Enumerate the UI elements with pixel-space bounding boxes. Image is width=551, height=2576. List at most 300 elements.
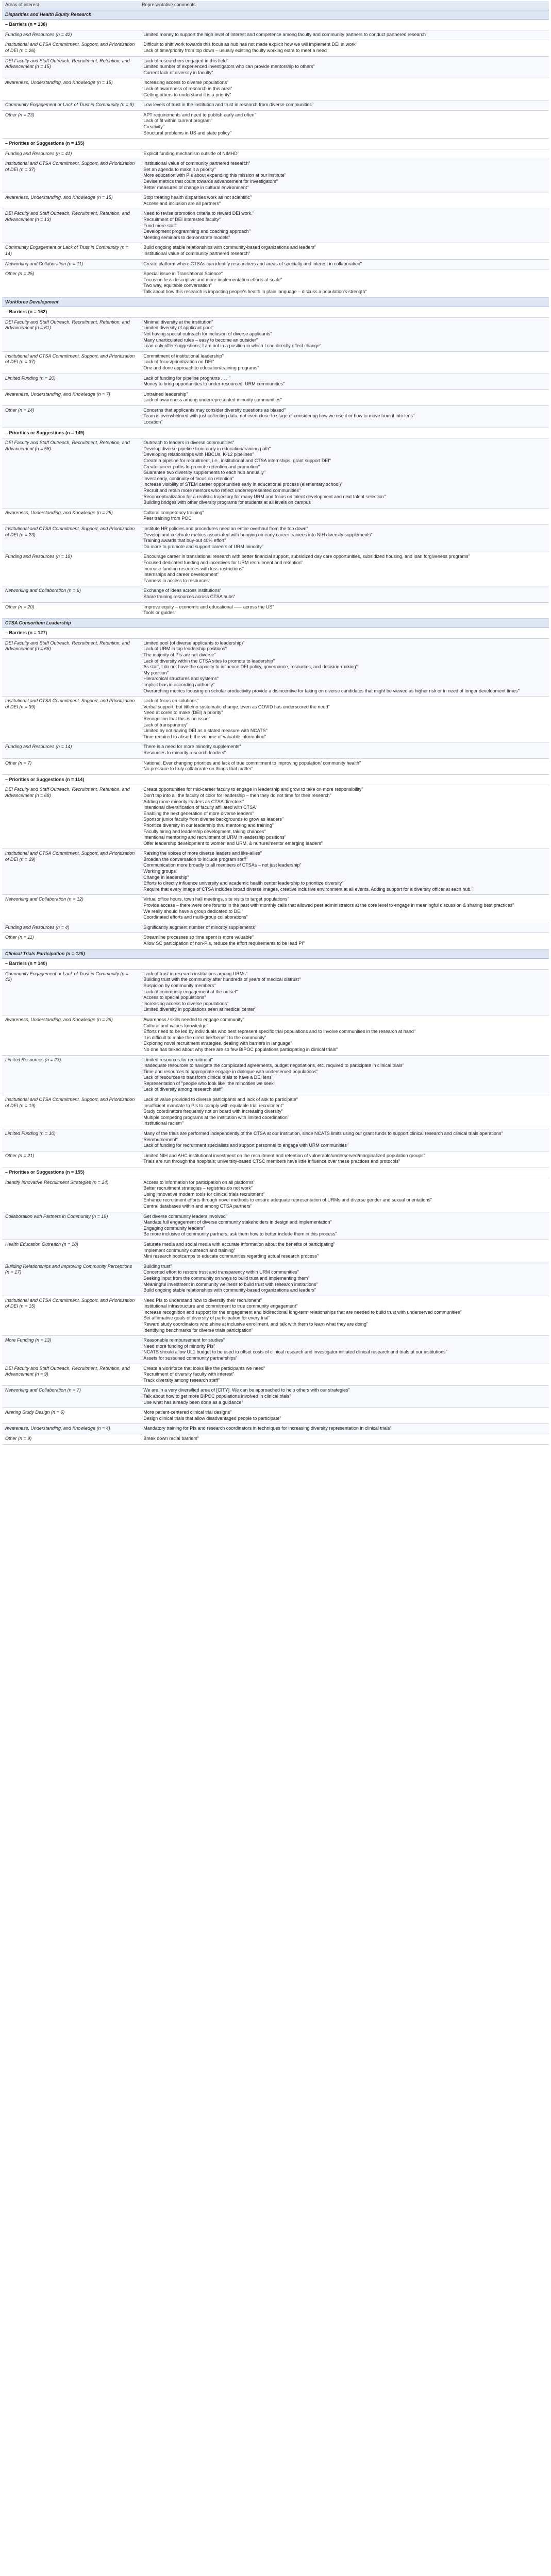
comment-text: "Trials are run through the hospitals; university-based CTSC members have little influence over these practices and protocols" xyxy=(142,1159,400,1164)
table-row xyxy=(2,1178,549,1212)
table-row xyxy=(2,697,549,742)
comment-text: "Offer leadership development to women and URM, & nurture/mentor emerging leaders" xyxy=(142,840,323,846)
comment-text: "Build ongoing stable relationships with community-based organizations and leaders" xyxy=(142,1287,316,1293)
table-row xyxy=(2,1424,549,1434)
theme-cell: Funding and Resources (n = 42) xyxy=(2,30,139,40)
comment-text: "Access to information for participation on all platforms" xyxy=(142,1179,255,1185)
comment-text: "Lack of value provided to diverse participants and lack of ask to participate" xyxy=(142,1097,298,1103)
theme-cell: Other (n = 25) xyxy=(2,269,139,297)
comment-text: "Enabling the next generation of more diverse leaders" xyxy=(142,810,254,816)
comment-text: "Create opportunities for mid-career faculty to engage in leadership and grow to take on more responsibility" xyxy=(142,787,363,792)
group-row xyxy=(2,959,549,970)
comment-text: "Share training resources across CTSA hubs" xyxy=(142,594,236,599)
comment-text: "Focus on less descriptive and more implementation efforts at scale" xyxy=(142,277,282,282)
comments-cell xyxy=(139,1386,549,1408)
theme-cell: Institutional and CTSA Commitment, Support, and Prioritization of DEI (n = 39) xyxy=(2,697,139,742)
comment-text: "Build ongoing stable relationships with community-based organizations and leaders" xyxy=(142,245,316,250)
comment-text: "Limited resources for recruitment" xyxy=(142,1057,213,1062)
group-row xyxy=(2,628,549,639)
comment-text: "Central databases within and among CTSA partners" xyxy=(142,1203,253,1209)
comments-cell xyxy=(139,110,549,138)
table-row xyxy=(2,933,549,949)
comment-text: "Lack of resources to transform clinical trials to have a DEI lens" xyxy=(142,1075,273,1080)
group-label: – Priorities or Suggestions (n = 149) xyxy=(2,428,549,438)
comment-text: "Lack of awareness of research in this area" xyxy=(142,86,232,91)
comments-cell xyxy=(139,374,549,389)
comment-text: "National. Ever changing priorities and lack of true commitment to improving population/ community health" xyxy=(142,760,361,766)
comment-text: "Developing relationships with HBCUs, K-12 pipelines" xyxy=(142,452,254,457)
comment-text: "Untrained leadership" xyxy=(142,391,188,397)
comments-cell xyxy=(139,438,549,509)
comment-text: "More patient-centered clinical trial designs" xyxy=(142,1410,232,1415)
comment-text: "Using innovative modern tools for clinical trials recruitment" xyxy=(142,1191,265,1197)
comment-text: "Many of the trials are performed independently of the CTSA at our institution, since NCATS limits using our grant funds to support clinical research and clinical trials operations" xyxy=(142,1131,503,1137)
comment-text: "Concerted effort to restore trust and transparency within URM communities" xyxy=(142,1269,299,1275)
group-label: – Priorities or Suggestions (n = 114) xyxy=(2,774,549,785)
comment-text: "Guarantee two diversity supplements to each hub annually" xyxy=(142,470,266,476)
group-row xyxy=(2,307,549,318)
comments-cell xyxy=(139,1240,549,1262)
comment-text: "Talk about how this research is impacting people's health in plain language – discuss a population's strength" xyxy=(142,289,367,294)
group-label: – Priorities or Suggestions (n = 155) xyxy=(2,1167,549,1178)
comments-cell xyxy=(139,586,549,602)
comment-text: "As staff, I do not have the capacity to influence DEI policy, governance, resources, and decision-making" xyxy=(142,664,358,670)
comments-cell xyxy=(139,317,549,351)
comment-text: "Institutional racism" xyxy=(142,1121,183,1126)
comments-cell xyxy=(139,78,549,100)
comment-text: "Outreach to leaders in diverse communities" xyxy=(142,440,235,446)
comment-text: "Use what has already been done as a guidance" xyxy=(142,1399,243,1405)
comments-cell xyxy=(139,1151,549,1167)
comment-text: "Efforts to directly influence university and academic health center leadership to prioritize diversity" xyxy=(142,880,344,886)
comment-text: "Track diversity among research staff" xyxy=(142,1377,220,1383)
table-row xyxy=(2,159,549,193)
comments-cell xyxy=(139,243,549,259)
header-row xyxy=(2,1,549,10)
comments-cell xyxy=(139,193,549,209)
table-row xyxy=(2,40,549,56)
comments-cell xyxy=(139,269,549,297)
table-row xyxy=(2,149,549,159)
comment-text: "Sponsor junior faculty from diverse backgrounds to grow as leaders" xyxy=(142,817,284,822)
comment-text: "Inadequate resources to navigate the complicated agreements, budget negotiations, etc. required to participate in clinical trials" xyxy=(142,1063,404,1069)
table-row xyxy=(2,78,549,100)
theme-cell: Health Education Outreach (n = 18) xyxy=(2,1240,139,1262)
comment-text: "Focused dedicated funding and incentives for URM recruitment and retention" xyxy=(142,560,304,565)
comments-cell xyxy=(139,969,549,1015)
comment-text: "Increasing access to diverse populations" xyxy=(142,1001,229,1006)
comment-text: "Awareness / skills needed to engage community" xyxy=(142,1016,244,1022)
comment-text: "Increase visibility of STEM career opportunities early in educational process (elementary school)" xyxy=(142,482,343,487)
table-row xyxy=(2,389,549,405)
area-of-interest-row xyxy=(2,10,549,20)
comments-cell xyxy=(139,524,549,552)
theme-cell: Awareness, Understanding, and Knowledge (n = 15) xyxy=(2,193,139,209)
comment-text: "Intentional diversification of faculty affiliated with CTSA" xyxy=(142,805,258,810)
table-row xyxy=(2,269,549,297)
table-row xyxy=(2,1151,549,1167)
comment-text: "Adding more minority leaders as CTSA directors" xyxy=(142,799,244,804)
comment-text: "Access to special populations" xyxy=(142,995,206,1001)
comments-cell xyxy=(139,1055,549,1095)
comment-text: "Exchange of ideas across institutions" xyxy=(142,588,222,594)
comment-text: "No one has talked about why there are so few BIPOC populations participating in clinical trials" xyxy=(142,1046,338,1052)
theme-cell: Institutional and CTSA Commitment, Support, and Prioritization of DEI (n = 15) xyxy=(2,1296,139,1336)
theme-cell: Funding and Resources (n = 41) xyxy=(2,149,139,159)
comment-text: "Encourage career in translational research with better financial support, subsidized day care opportunities, subsidized housing, and loan forgiveness programs" xyxy=(142,554,470,560)
theme-cell: Building Relationships and Improving Community Perceptions (n = 17) xyxy=(2,1262,139,1296)
comment-text: "Reward study coordinators who shine at inclusive enrollment, and talk with them to learn what they are doing" xyxy=(142,1321,369,1327)
group-row xyxy=(2,1167,549,1178)
theme-cell: Institutional and CTSA Commitment, Support, and Prioritization of DEI (n = 37) xyxy=(2,159,139,193)
comment-text: "Cultural and values knowledge" xyxy=(142,1023,208,1028)
comment-text: "More education with PIs about expanding this mission at our institute" xyxy=(142,173,287,178)
comment-text: "Identifying benchmarks for diverse trials participation" xyxy=(142,1327,253,1333)
comment-text: "Lack of fit within current program" xyxy=(142,118,212,124)
comment-text: "Insufficient mandate to PIs to comply with equitable trial recruitment" xyxy=(142,1103,284,1108)
comments-cell xyxy=(139,1262,549,1296)
comment-text: "Working groups" xyxy=(142,869,178,874)
comment-text: "Saturate media and social media with accurate information about the benefits of participating" xyxy=(142,1241,336,1247)
comment-text: "Lack of URM in top leadership positions" xyxy=(142,646,227,652)
comment-text: "Develop and celebrate metrics associated with bringing on early career trainees into NIH diversity supplements" xyxy=(142,532,373,537)
table-row xyxy=(2,552,549,586)
comments-cell xyxy=(139,149,549,159)
comment-text: "Break down racial barriers" xyxy=(142,1435,199,1441)
comments-cell xyxy=(139,1212,549,1240)
table-row xyxy=(2,1015,549,1055)
comment-text: "Institutional infrastructure and commitment to true community engagement" xyxy=(142,1303,298,1309)
theme-cell: Networking and Collaboration (n = 12) xyxy=(2,895,139,923)
theme-cell: Institutional and CTSA Commitment, Support, and Prioritization of DEI (n = 19) xyxy=(2,1095,139,1129)
table-row xyxy=(2,1240,549,1262)
table-row xyxy=(2,1055,549,1095)
comment-text: "Efforts need to be led by individuals who best represent specific trial populations and to involve communities in the research at hand" xyxy=(142,1029,416,1035)
comment-text: "Virtual office hours, town hall meetings, site visits to target populations" xyxy=(142,896,289,902)
comments-cell xyxy=(139,1408,549,1424)
table-row xyxy=(2,438,549,509)
comment-text: "Lack of funding for pipeline programs . . . " xyxy=(142,375,230,381)
comment-text: "Lack of awareness among underrepresented minority communities" xyxy=(142,397,282,403)
area-of-interest-title: Disparities and Health Equity Research xyxy=(2,10,549,20)
comment-text: "Faculty hiring and leadership development, taking chances" xyxy=(142,828,266,834)
comment-text: "Limited NIH and AHC institutional investment on the recruitment and retention of vulnerable/underserved/marginalized population groups" xyxy=(142,1153,425,1158)
comment-text: "Hierarchical structures and systems" xyxy=(142,676,219,682)
comment-text: "Design clinical trials that allow disadvantaged people to participate" xyxy=(142,1415,281,1421)
comments-cell xyxy=(139,351,549,374)
comment-text: "NCATS should allow UL1 budget to be used to offset costs of clinical research and investigator initiated clinical research and trials at our institutions" xyxy=(142,1349,447,1355)
comment-text: "Set an agenda to make it a priority" xyxy=(142,166,216,172)
comment-text: "Limited diversity of applicant pool" xyxy=(142,325,213,331)
group-label: – Barriers (n = 140) xyxy=(2,959,549,970)
group-row xyxy=(2,428,549,438)
table-row xyxy=(2,100,549,111)
theme-cell: Other (n = 9) xyxy=(2,1434,139,1444)
comment-text: "Stop treating health disparities work as not scientific" xyxy=(142,195,252,200)
comments-cell xyxy=(139,56,549,78)
comment-text: "Set affirmative goals of diversity of participation for every trial" xyxy=(142,1315,270,1321)
group-row xyxy=(2,774,549,785)
table-row xyxy=(2,351,549,374)
comment-text: "Current lack of diversity in faculty" xyxy=(142,70,213,75)
table-row xyxy=(2,1364,549,1386)
comment-text: "Resources to minority research leaders" xyxy=(142,750,226,755)
theme-cell: Awareness, Understanding, and Knowledge (n = 25) xyxy=(2,508,139,524)
comments-cell xyxy=(139,1129,549,1151)
comment-text: "Need PIs to understand how to diversify their recruitment" xyxy=(142,1297,262,1303)
comment-text: "Assets for sustained community partnerships" xyxy=(142,1355,238,1361)
comment-text: "Lack of community engagement at the outset" xyxy=(142,989,238,994)
comment-text: "Engaging community leaders" xyxy=(142,1225,205,1231)
comment-text: "Create a workforce that looks like the participants we need" xyxy=(142,1365,265,1371)
comment-text: "Explicit funding mechanism outside of NIMHD" xyxy=(142,150,239,156)
comments-table xyxy=(2,1,549,1445)
table-row xyxy=(2,923,549,933)
comment-text: "Limited pool (of diverse applicants to leadership)" xyxy=(142,640,245,646)
comment-text: "Change in leadership" xyxy=(142,874,189,880)
comment-text: "Communication more broadly to all members of CTSAs – not just leadership" xyxy=(142,862,302,868)
comments-cell xyxy=(139,1336,549,1364)
comment-text: "Meeting seminars to demonstrate models" xyxy=(142,234,230,240)
theme-cell: Institutional and CTSA Commitment, Support, and Prioritization of DEI (n = 23) xyxy=(2,524,139,552)
comment-text: "Raising the voices of more diverse leaders and like-allies" xyxy=(142,851,262,856)
comment-text: "Fund more staff" xyxy=(142,223,178,228)
table-row xyxy=(2,586,549,602)
header-representative-comments: Representative comments xyxy=(139,1,549,10)
theme-cell: Institutional and CTSA Commitment, Support, and Prioritization of DEI (n = 37) xyxy=(2,351,139,374)
theme-cell: Other (n = 21) xyxy=(2,1151,139,1167)
comment-text: "Fairness in access to resources" xyxy=(142,578,210,583)
comment-text: "Institutional value of community partnered research" xyxy=(142,251,251,256)
table-row xyxy=(2,209,549,243)
comment-text: "Coordinated efforts and multi-group collaborations" xyxy=(142,914,248,920)
comment-text: "Lack of transparency" xyxy=(142,722,188,727)
comment-text: "Concerns that applicants may consider diversity questions as biased" xyxy=(142,407,286,413)
comment-text: "Create platform where CTSAs can identify researchers and areas of specialty and interest in collaboration" xyxy=(142,261,362,266)
table-row xyxy=(2,1296,549,1336)
comment-text: "Exploring novel recruitment strategies, dealing with barriers in language" xyxy=(142,1041,292,1046)
table-row xyxy=(2,758,549,774)
comment-text: "Limited by not having DEI as a stated measure with NCATS" xyxy=(142,728,268,734)
comment-text: "Institute HR policies and procedures need an entire overhaul from the top down" xyxy=(142,526,308,531)
comment-text: "Building trust" xyxy=(142,1263,172,1269)
table-row xyxy=(2,110,549,138)
table-body xyxy=(2,10,549,1444)
comment-text: "Internships and career development" xyxy=(142,572,219,578)
theme-cell: Funding and Resources (n = 14) xyxy=(2,742,139,758)
comment-text: "Structural problems in US and state policy" xyxy=(142,130,231,135)
comment-text: "Reasonable reimbursement for studies" xyxy=(142,1337,225,1343)
theme-cell: Networking and Collaboration (n = 7) xyxy=(2,1386,139,1408)
comment-text: "Be more inclusive of community partners, ask them how to better include them in this process" xyxy=(142,1231,337,1237)
comment-text: "Require that every image of CTSA includes broad diverse images, creative inclusive environment at all events. Adding support for a diversity officer at each hub." xyxy=(142,886,474,892)
theme-cell: Other (n = 23) xyxy=(2,110,139,138)
comment-text: "Two way, equitable conversation" xyxy=(142,283,212,289)
theme-cell: Awareness, Understanding, and Knowledge (n = 26) xyxy=(2,1015,139,1055)
comments-cell xyxy=(139,30,549,40)
table-row xyxy=(2,259,549,269)
comment-text: "Improve equity – economic and educational ––– across the US" xyxy=(142,604,274,609)
comment-text: "Limited number of experienced investigators who can provide mentorship to others" xyxy=(142,64,315,70)
theme-cell: Funding and Resources (n = 4) xyxy=(2,923,139,933)
group-row xyxy=(2,139,549,149)
theme-cell: Limited Funding (n = 20) xyxy=(2,374,139,389)
table-row xyxy=(2,785,549,849)
comment-text: "Develop diverse pipeline from early in education/training path" xyxy=(142,446,271,451)
comments-cell xyxy=(139,259,549,269)
table-row xyxy=(2,638,549,696)
comment-text: "Tools or guides" xyxy=(142,610,176,616)
comment-text: "Lack of focus/prioritization on DEI" xyxy=(142,359,214,365)
comment-text: "Increase funding resources with less restrictions" xyxy=(142,566,244,571)
comment-text: "Training awards that buy-out 40% effort" xyxy=(142,538,226,544)
theme-cell: More Funding (n = 13) xyxy=(2,1336,139,1364)
theme-cell: Identify Innovative Recruitment Strategies (n = 24) xyxy=(2,1178,139,1212)
comment-text: "Invest early, continuity of focus on retention" xyxy=(142,476,234,481)
group-row xyxy=(2,20,549,30)
theme-cell: Other (n = 7) xyxy=(2,758,139,774)
theme-cell: Other (n = 14) xyxy=(2,405,139,428)
comment-text: "Difficult to shift work towards this focus as hub has not made explicit how we will implement DEI in work" xyxy=(142,42,357,47)
comment-text: "Implicit bias in according authority" xyxy=(142,682,215,688)
comments-cell xyxy=(139,1364,549,1386)
table-row xyxy=(2,1262,549,1296)
comment-text: "Time required to absorb the volume of valuable information" xyxy=(142,734,266,739)
comment-text: "Create career paths to promote retention and promotion" xyxy=(142,464,260,469)
comments-cell xyxy=(139,405,549,428)
theme-cell: Awareness, Understanding, and Knowledge (n = 7) xyxy=(2,389,139,405)
table-row xyxy=(2,1336,549,1364)
table-row xyxy=(2,742,549,758)
group-label: – Barriers (n = 138) xyxy=(2,20,549,30)
table-row xyxy=(2,1434,549,1444)
comment-text: "Recruit and retain more mentors who reflect underrepresented communities" xyxy=(142,488,301,493)
group-label: – Priorities or Suggestions (n = 155) xyxy=(2,139,549,149)
comment-text: "Representation of "people who look like" the minorities we seek" xyxy=(142,1080,275,1086)
comments-cell xyxy=(139,100,549,111)
area-of-interest-title: Workforce Development xyxy=(2,297,549,307)
comment-text: "Increasing access to diverse populations" xyxy=(142,80,229,86)
comments-cell xyxy=(139,697,549,742)
table-row xyxy=(2,56,549,78)
comment-text: "Peer training from POC" xyxy=(142,516,193,521)
comment-text: "Suspicion by community members" xyxy=(142,982,216,988)
table-row xyxy=(2,849,549,895)
comments-cell xyxy=(139,1015,549,1055)
area-of-interest-title: CTSA Consortium Leadership xyxy=(2,618,549,628)
table-row xyxy=(2,1095,549,1129)
table-row xyxy=(2,1386,549,1408)
comment-text: "Limited money to support the high level of interest and competence among faculty and community partners to conduct partnered research" xyxy=(142,31,428,37)
comment-text: "Don't tap into all the faculty of color for leadership – then they do not time for their research" xyxy=(142,792,331,798)
area-of-interest-title: Clinical Trials Participation (n = 125) xyxy=(2,949,549,959)
comment-text: "Mandatory training for PIs and research coordinators in techniques for increasing diversity representation in clinical trials" xyxy=(142,1426,392,1431)
comments-cell xyxy=(139,389,549,405)
comment-text: "Enhance recruitment efforts through novel methods to ensure adequate representation of URMs and diverse gender and sexual orientations" xyxy=(142,1197,432,1203)
theme-cell: Collaboration with Partners in Community (n = 18) xyxy=(2,1212,139,1240)
comment-text: "Time and resources to appropriate engage in dialogue with underserved populations" xyxy=(142,1069,318,1074)
comment-text: "Low levels of trust in the institution and trust in research from diverse communities" xyxy=(142,102,314,108)
area-of-interest-row xyxy=(2,949,549,959)
header-areas-of-interest: Areas of interest xyxy=(2,1,139,10)
group-label: – Barriers (n = 162) xyxy=(2,307,549,318)
comment-text: "Many unarticulated rules – easy to become an outsider" xyxy=(142,337,258,343)
theme-cell: Funding and Resources (n = 18) xyxy=(2,552,139,586)
table-row xyxy=(2,895,549,923)
theme-cell: DEI Faculty and Staff Outreach, Recruitment, Retention, and Advancement (n = 66) xyxy=(2,638,139,696)
comment-text: "Allow SC participation of non-PIs, reduce the effort requirements to be lead PI" xyxy=(142,941,305,946)
comment-text: "Building trust with the community after hundreds of years of medical distrust" xyxy=(142,977,301,982)
comment-text: "Limited diversity in populations seen at medical center" xyxy=(142,1007,257,1012)
theme-cell: Community Engagement or Lack of Trust in Community (n = 42) xyxy=(2,969,139,1015)
table-row xyxy=(2,969,549,1015)
comment-text: "One and done approach to education/training programs" xyxy=(142,365,259,370)
comment-text: "Do more to promote and support careers of URM minority" xyxy=(142,544,263,549)
comment-text: "Recruitment of DEI interested faculty" xyxy=(142,217,221,223)
comments-cell xyxy=(139,758,549,774)
table-row xyxy=(2,1129,549,1151)
table-row xyxy=(2,317,549,351)
comment-text: "Meaningful investment in community wellness to build trust with research institutions" xyxy=(142,1281,318,1287)
area-of-interest-row xyxy=(2,618,549,628)
comment-text: "No pressure to truly collaborate on things that matter" xyxy=(142,766,253,772)
comments-cell xyxy=(139,552,549,586)
comment-text: "Mandate full engagement of diverse community stakeholders in design and implementation" xyxy=(142,1219,332,1225)
comment-text: "Better recruitment strategies – registries do not work" xyxy=(142,1185,253,1191)
comment-text: "We really should have a group dedicated to DEI" xyxy=(142,908,243,914)
comment-text: "Reconceptualization for a realistic trajectory for many URM and focus on talent development and next talent selection" xyxy=(142,494,386,499)
comment-text: "The majority of PIs are not diverse" xyxy=(142,652,216,658)
table-row xyxy=(2,405,549,428)
theme-cell: Community Engagement or Lack of Trust in Community (n = 14) xyxy=(2,243,139,259)
theme-cell: Other (n = 11) xyxy=(2,933,139,949)
table-row xyxy=(2,193,549,209)
comment-text: "Streamline processes so time spent is more valuable" xyxy=(142,935,254,940)
theme-cell: Awareness, Understanding, and Knowledge (n = 15) xyxy=(2,78,139,100)
comments-cell xyxy=(139,508,549,524)
comments-cell xyxy=(139,895,549,923)
table-row xyxy=(2,602,549,618)
comment-text: "Lack of trust in research institutions among URMs" xyxy=(142,971,247,976)
comment-text: "Not having special outreach for inclusion of diverse applicants" xyxy=(142,331,272,336)
theme-cell: Community Engagement or Lack of Trust in Community (n = 9) xyxy=(2,100,139,111)
theme-cell: Institutional and CTSA Commitment, Support, and Prioritization of DEI (n = 26) xyxy=(2,40,139,56)
comment-text: "My position" xyxy=(142,670,169,675)
theme-cell: Institutional and CTSA Commitment, Support, and Prioritization of DEI (n = 29) xyxy=(2,849,139,895)
comment-text: "Money to bring opportunities to under-resourced, URM communities" xyxy=(142,381,285,387)
comment-text: "Lack of researchers engaged in this field" xyxy=(142,58,228,63)
table-row xyxy=(2,508,549,524)
theme-cell: DEI Faculty and Staff Outreach, Recruitment, Retention, and Advancement (n = 9) xyxy=(2,1364,139,1386)
comment-text: "Broaden the conversation to include program staff" xyxy=(142,856,248,862)
comment-text: "Lack of funding for recruitment specialists and support personnel to engage with URM communities" xyxy=(142,1143,349,1148)
comment-text: "Provide access – there were one forums in the past with monthly calls that allowed peer administrators at the core level to engage in meaningful discussion & sharing best practices" xyxy=(142,903,514,908)
comments-cell xyxy=(139,849,549,895)
comment-text: "Building bridges with other diversity programs for students at all levels on campus" xyxy=(142,500,313,505)
comments-cell xyxy=(139,159,549,193)
comment-text: "Lack of diversity among research staff" xyxy=(142,1087,223,1092)
theme-cell: Limited Resources (n = 23) xyxy=(2,1055,139,1095)
comment-text: "Development programming and coaching approach" xyxy=(142,229,251,234)
theme-cell: Altering Study Design (n = 6) xyxy=(2,1408,139,1424)
comment-text: "Intentional mentoring and recruitment of URM in leadership positions" xyxy=(142,835,287,840)
theme-cell: DEI Faculty and Staff Outreach, Recruitment, Retention, and Advancement (n = 68) xyxy=(2,785,139,849)
comment-text: "Overarching metrics focusing on scholar productivity provide a disincentive for taking on diverse candidates that might be viewed as higher risk or in need of longer development times" xyxy=(142,688,520,693)
comment-text: "Better measures of change in cultural environment" xyxy=(142,184,249,190)
comment-text: "Get diverse community leaders involved" xyxy=(142,1213,227,1219)
comments-cell xyxy=(139,1424,549,1434)
comment-text: "Institutional value of community partnered research" xyxy=(142,161,251,166)
